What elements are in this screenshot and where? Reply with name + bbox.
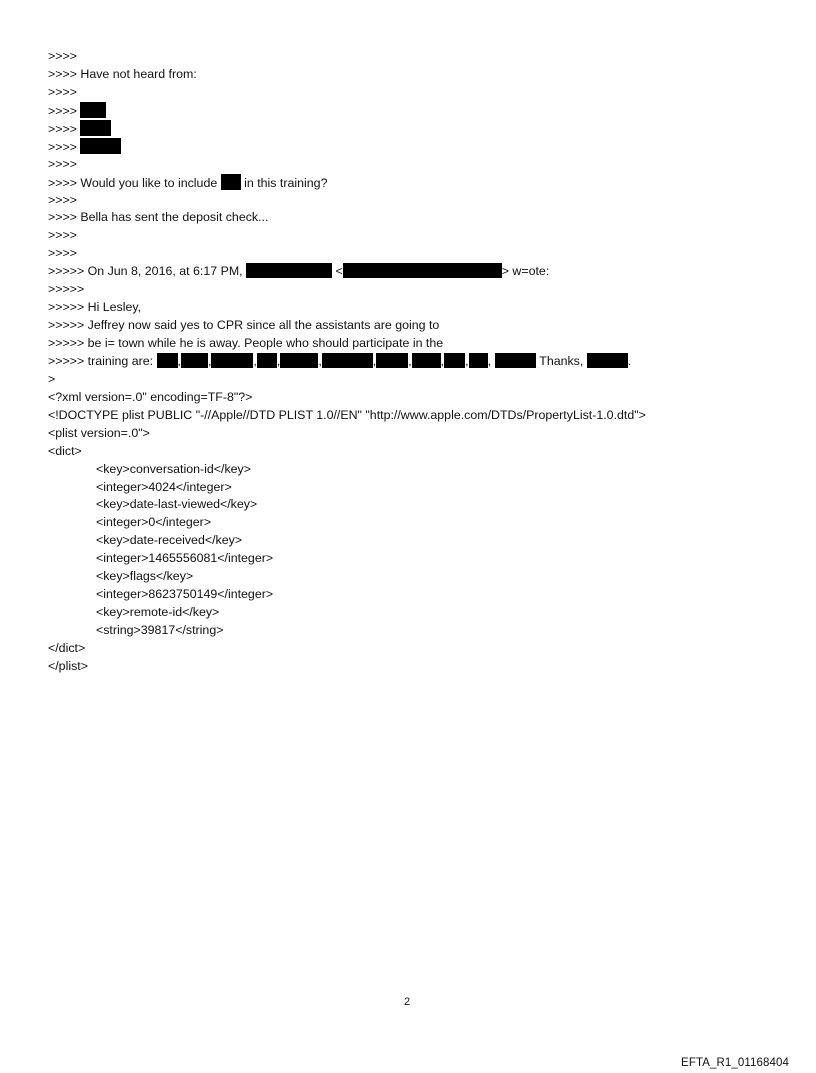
document-id: EFTA_R1_01168404 [681, 1057, 789, 1069]
email-text: in this training? [240, 175, 328, 190]
email-line: >>>>> be i= town while he is away. People who should participate in the [48, 336, 444, 350]
email-line [48, 120, 788, 138]
comma: , [487, 353, 492, 368]
email-text: Thanks, [536, 353, 587, 368]
redaction-block [322, 353, 373, 368]
comma: , [440, 353, 445, 368]
email-line [48, 353, 788, 371]
comma: , [253, 353, 257, 368]
email-line [48, 102, 788, 120]
plist-xml-declaration: <?xml version=.0" encoding=TF-8"?> [48, 389, 253, 404]
comma: , [177, 353, 181, 368]
redaction-block [80, 102, 106, 118]
redaction-block [181, 353, 208, 368]
plist-close-tag: </plist> [48, 658, 88, 673]
redaction-block [444, 353, 465, 368]
email-text: < [332, 264, 343, 279]
email-line: >>>> [48, 228, 77, 243]
email-line: >>>> [48, 246, 77, 261]
redaction-block [495, 353, 536, 368]
email-line: >>>> [48, 156, 77, 171]
plist-entry: <key>flags</key> [96, 569, 194, 584]
email-text: > w=ote: [501, 264, 550, 279]
plist-entry: <key>date-last-viewed</key> [96, 497, 258, 512]
period: . [627, 353, 632, 368]
redaction-block [412, 353, 441, 368]
email-line [48, 174, 788, 192]
plist-open-tag: <plist version=.0"> [48, 425, 150, 440]
plist-entry: <key>date-received</key> [96, 533, 243, 548]
email-text: >>>> Would you like to include [48, 175, 221, 190]
redaction-block [257, 353, 277, 368]
email-line: > [48, 371, 56, 386]
plist-entry: <integer>8623750149</integer> [96, 587, 274, 602]
comma: , [207, 353, 212, 368]
plist-entry: <string>39817</string> [96, 623, 224, 637]
redaction-block [80, 120, 111, 136]
email-line: >>>> Bella has sent the deposit check... [48, 210, 269, 225]
redaction-block [343, 263, 502, 278]
redaction-block [246, 263, 332, 278]
email-line: >>>>> [48, 282, 85, 297]
plist-doctype: <!DOCTYPE plist PUBLIC "-//Apple//DTD PLIST 1.0//EN" "http://www.apple.com/DTDs/PropertyList-1.0.dtd"> [48, 407, 646, 422]
email-line [48, 263, 788, 281]
quote-prefix: >>>> [48, 103, 81, 118]
email-line [48, 138, 788, 156]
plist-entry: <integer>0</integer> [96, 515, 212, 530]
comma: , [276, 353, 281, 368]
dict-open-tag: <dict> [48, 443, 82, 458]
email-line: >>>>> Jeffrey now said yes to CPR since all the assistants are going to [48, 318, 440, 333]
email-line: >>>> [48, 84, 77, 99]
plist-entry: <key>remote-id</key> [96, 605, 220, 620]
redaction-block [221, 174, 241, 190]
page-number: 2 [404, 996, 411, 1008]
plist-entry: <integer>4024</integer> [96, 479, 232, 494]
email-text: >>>>> training are: [48, 353, 157, 368]
dict-close-tag: </dict> [48, 640, 86, 655]
redaction-block [157, 353, 178, 368]
quote-prefix: >>>> [48, 139, 81, 154]
redaction-block [587, 353, 628, 368]
redaction-block [211, 353, 253, 368]
redaction-block [80, 138, 121, 154]
email-line: >>>> Have not heard from: [48, 66, 197, 81]
plist-entry: <integer>1465556081</integer> [96, 551, 274, 566]
email-line: >>>>> Hi Lesley, [48, 300, 142, 315]
redaction-block [469, 353, 488, 368]
comma: , [465, 353, 469, 368]
redaction-block [280, 353, 318, 368]
email-text: >>>>> On Jun 8, 2016, at 6:17 PM, [48, 264, 247, 279]
document-body [48, 48, 788, 676]
comma: , [372, 353, 377, 368]
redaction-block [376, 353, 408, 368]
email-line: >>>> [48, 49, 77, 63]
comma: , [318, 353, 322, 368]
quote-prefix: >>>> [48, 121, 81, 136]
email-line: >>>> [48, 192, 77, 207]
plist-entry: <key>conversation-id</key> [96, 461, 251, 476]
comma: , [408, 353, 412, 368]
